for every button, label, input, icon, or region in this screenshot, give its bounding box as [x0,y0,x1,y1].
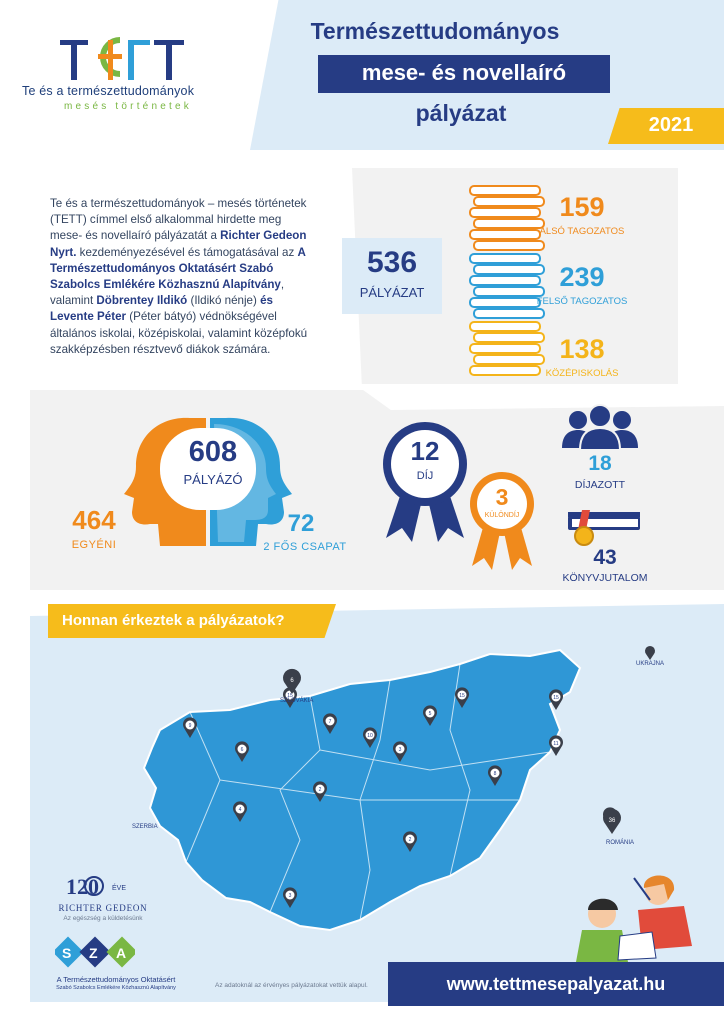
map-pin-abroad [603,809,621,834]
svg-text:15: 15 [459,693,465,699]
romania-label: ROMÁNIA [606,840,635,846]
prize-count: 12 [410,436,440,466]
year-text: 2021 [648,114,694,136]
richter-slogan: Az egészség a küldetésünk [63,915,143,922]
svg-text:15: 15 [287,693,293,699]
title-line-1: Természettudományos [310,18,560,44]
applicants-label: PÁLYÁZÓ [183,472,243,487]
richter-logo [64,870,134,900]
foundation-line-2: Szabó Szabolcs Emlékére Közhasznú Alapítvány [56,985,176,991]
svg-text:8: 8 [493,771,497,777]
svg-text:ÉVE: ÉVE [112,885,127,892]
special-prize-count: 3 [495,484,509,510]
slovakia-label: SZLOVÁKIA [280,698,314,704]
logo-title: Te és a természettudományok [22,84,195,98]
ukraine-label: UKRAJNA [636,661,665,667]
svg-text:5: 5 [428,711,432,717]
voucher-count: 43 [593,546,617,569]
svg-text:Z: Z [89,945,98,961]
foundation-name: A Természettudományos Oktatásért Szabó Szabolcs Emlékére Közhasznú Alapítvány [50,245,306,292]
svg-text:2: 2 [318,787,322,793]
team-label: 2 FŐS CSAPAT [263,541,347,553]
svg-text:3: 3 [398,747,402,753]
book-medal-icon [566,508,642,548]
richter-name: RICHTER GEDEON [58,903,148,913]
svg-text:A: A [116,945,127,961]
lower-label: ALSÓ TAGOZATOS [539,226,625,237]
sponsor-name: Richter Gedeon Nyrt. [50,229,307,259]
high-label: KÖZÉPISKOLÁS [545,368,619,379]
total-count: 536 [366,246,418,279]
voucher-label: KÖNYVJUTALOM [562,572,648,584]
lower-count: 159 [559,192,605,222]
book-5 [474,241,544,250]
svg-text:15: 15 [553,695,559,701]
team-count: 72 [287,510,315,537]
svg-text:3: 3 [288,893,292,899]
book-11 [474,309,544,318]
foundation-line-1: A Természettudományos Oktatásért [56,975,176,984]
map-pin [549,735,563,756]
svg-text:S: S [62,945,72,961]
svg-text:7: 7 [328,719,332,725]
map-heading: Honnan érkeztek a pályázatok? [62,612,285,629]
awarded-label: DÍJAZOTT [574,479,626,491]
svg-text:120: 120 [66,874,99,899]
title-line-2: mese- és novellaíró [361,60,567,85]
applicants-count: 608 [188,436,238,468]
svg-text:4: 4 [238,807,242,813]
svg-text:10: 10 [367,733,373,739]
individual-label: EGYÉNI [71,539,117,551]
special-prize-label: KÜLÖNDÍJ [484,512,520,519]
intro-paragraph: Te és a természettudományok – mesés történetek (TETT) címmel első alkalommal hirdette meg mese- és novellaíró pályázatát a Richter Gedeon Nyrt. kezdeményezésével és támogatásával az A Természettudományos Oktatásért Szabó Szabolcs Emlékére Közhasznú Alapítvány, valamint Döbrentey Ildikó (Ildikó nénje) és Levente Péter (Péter bátyó) védnökségével általános iskolai, középiskolai, valamint középfokú szakképzésben résztvevő diákok számára. [50,197,308,356]
data-footnote: Az adatoknál az érvényes pályázatokat vettük alapul. [215,982,368,989]
map-pin-ukraine [645,646,655,660]
upper-label: FELSŐ TAGOZATOS [536,296,628,307]
svg-text:6: 6 [240,747,244,753]
svg-text:36: 36 [608,818,616,824]
svg-text:11: 11 [553,741,559,747]
high-count: 138 [559,334,605,364]
sza-logo [55,935,135,975]
book-12 [470,322,540,331]
svg-text:6: 6 [290,678,294,684]
website-link[interactable]: www.tettmesepalyazat.hu [446,974,666,994]
logo-subtitle: mesés történetek [64,101,192,112]
svg-text:2: 2 [408,837,412,843]
awarded-count: 18 [588,452,612,475]
individual-count: 464 [72,505,116,535]
total-label: PÁLYÁZAT [359,285,425,300]
tett-logo [58,26,188,86]
title-line-3: pályázat [415,100,507,126]
prize-label: DÍJ [416,470,434,482]
serbia-label: SZERBIA [132,824,158,830]
svg-text:9: 9 [188,723,192,729]
children-illustration [572,870,696,962]
upper-count: 239 [559,262,605,292]
people-icon [560,404,640,450]
